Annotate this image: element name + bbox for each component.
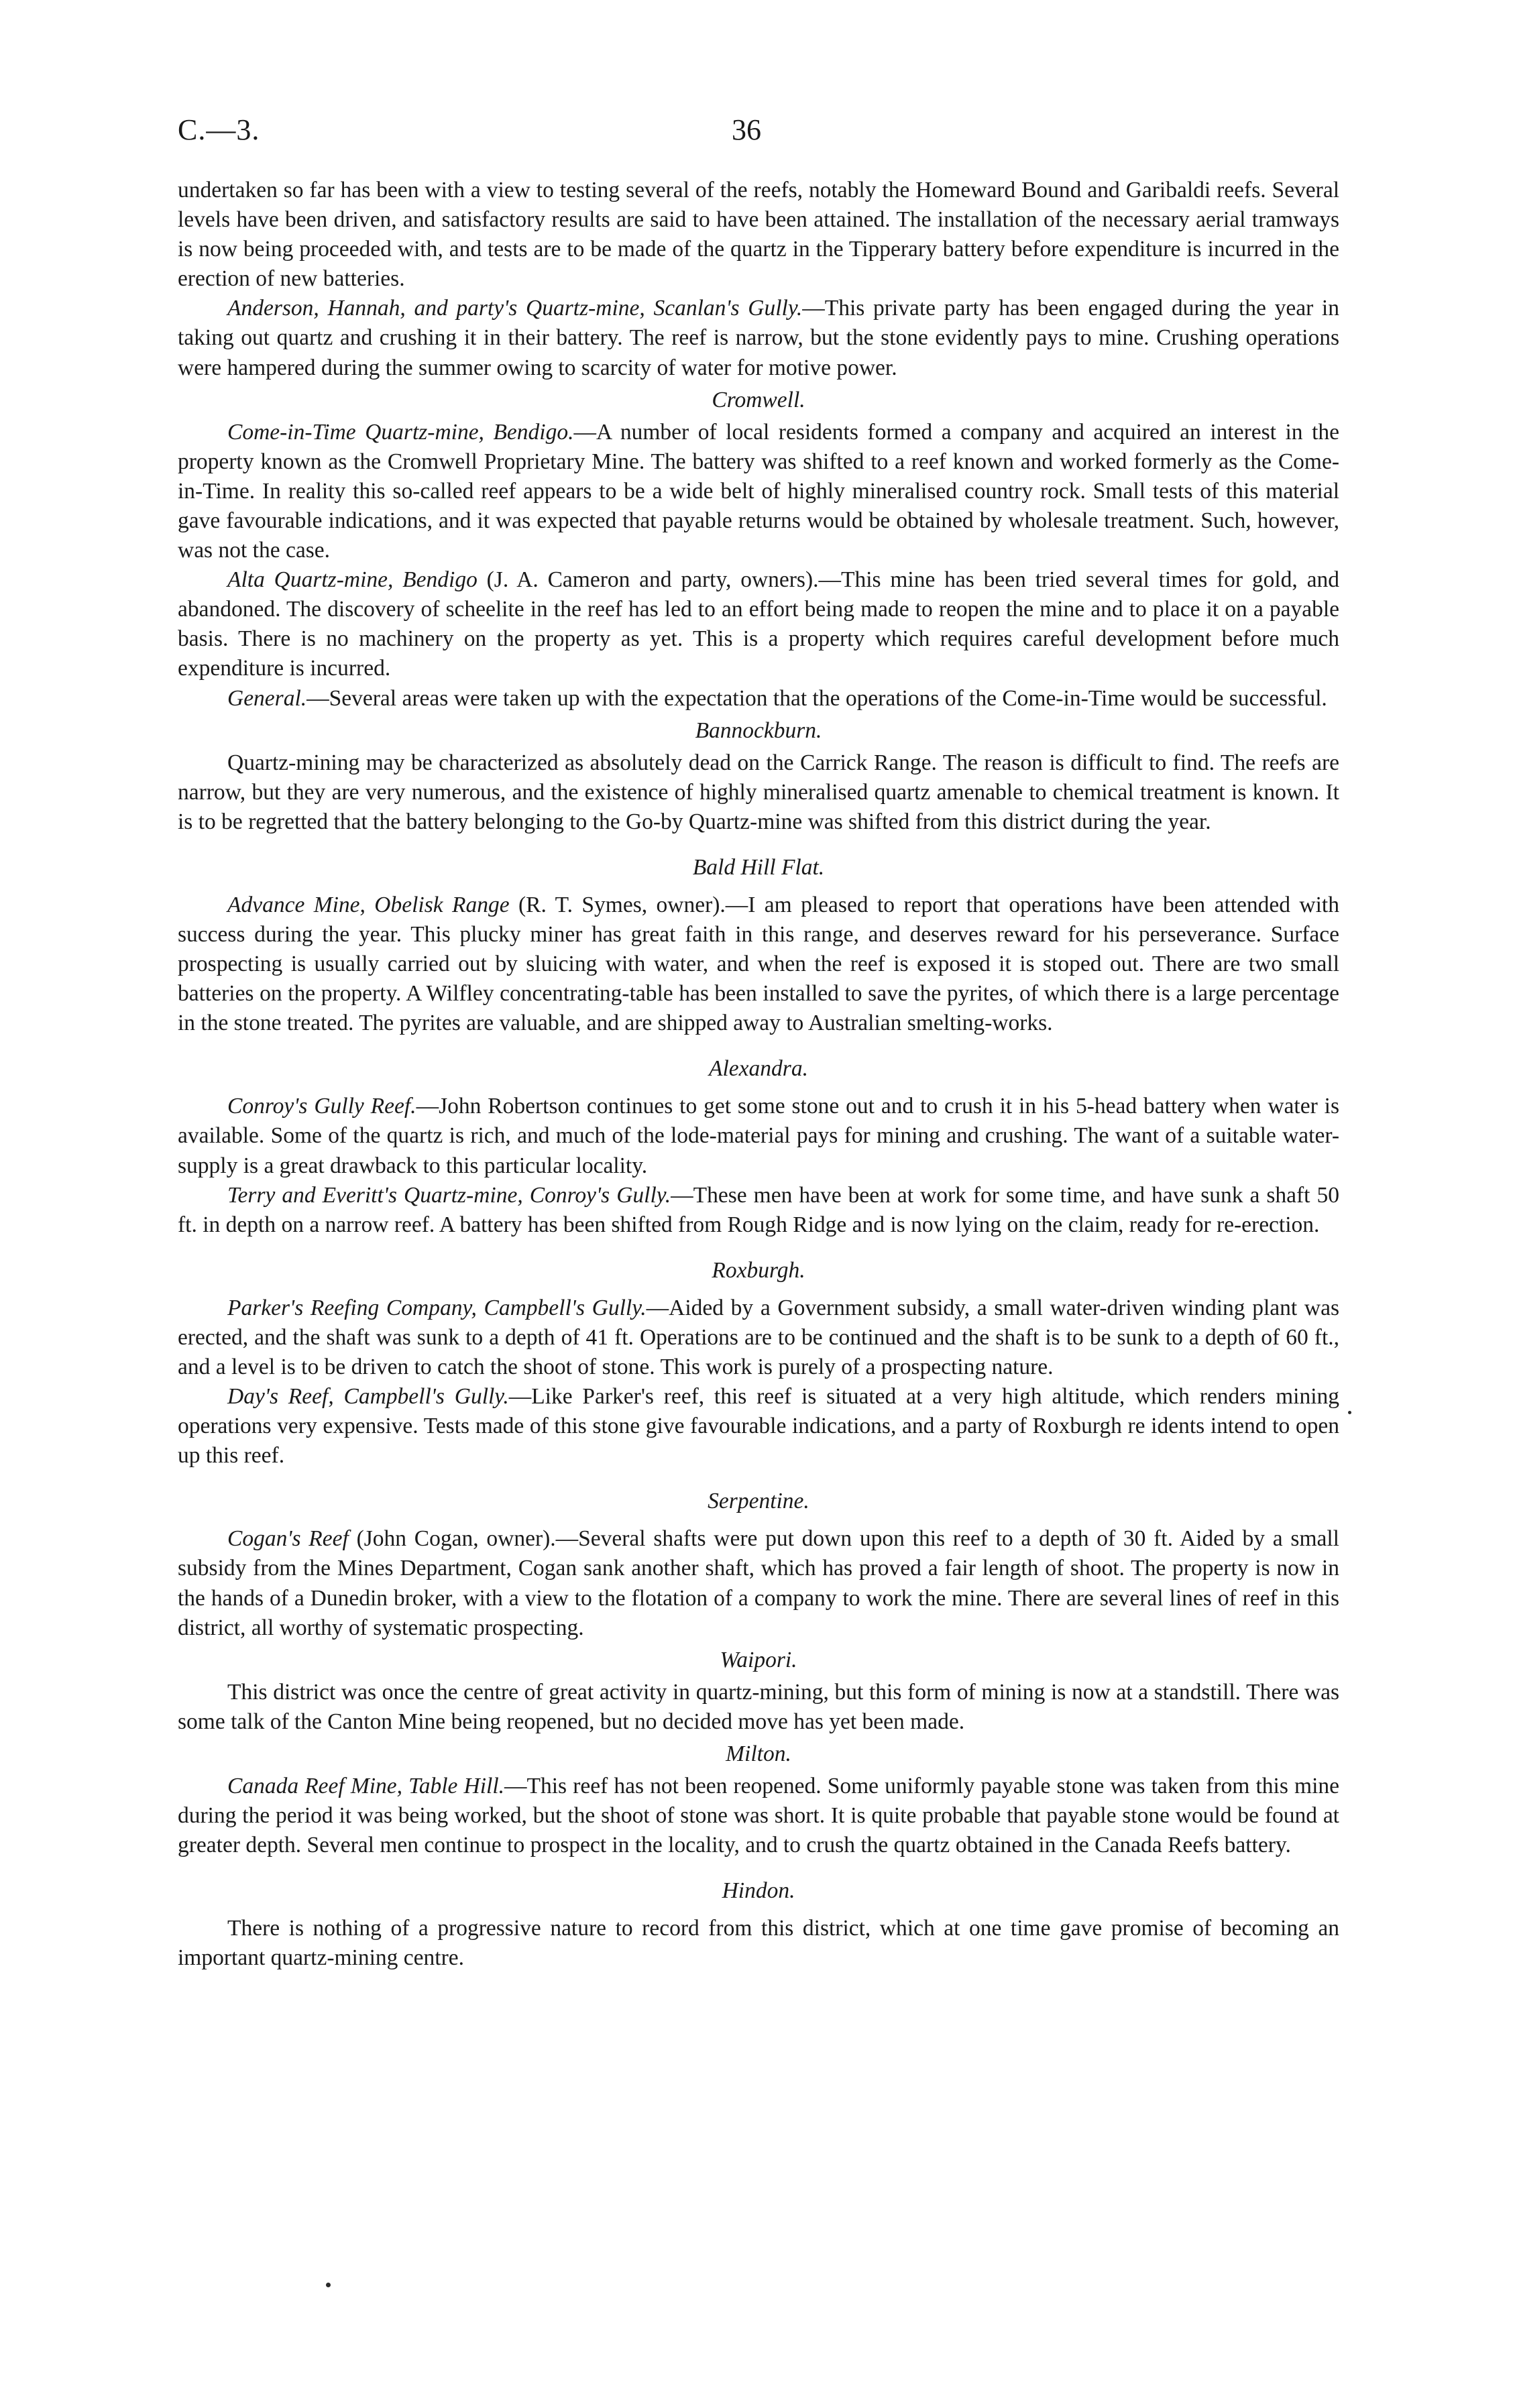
ink-speck [326,2283,331,2287]
document-code: C.—3. [178,113,260,146]
heading-milton: Milton. [726,1741,791,1766]
document-page [178,0,1339,1973]
heading-hindon: Hindon. [722,1878,795,1904]
entry-title: Come-in-Time Quartz-mine, Bendigo. [227,419,574,445]
heading-cromwell: Cromwell. [712,387,805,412]
entry-title: General. [227,685,307,711]
paragraph-advance [178,891,1339,1038]
entry-title: Canada Reef Mine, Table Hill. [227,1773,505,1798]
paragraph-hindon: There is nothing of a progressive nature to record from this district, which at one time gave promise of becoming an important quartz-mining centre. [178,1916,1339,1971]
ink-speck [1348,1411,1351,1414]
entry-title: Parker's Reefing Company, Campbell's Gully. [227,1295,647,1320]
heading-bannockburn: Bannockburn. [695,718,822,743]
paragraph-bannockburn: Quartz-mining may be characterized as absolutely dead on the Carrick Range. The reason is difficult to find. The reefs are narrow, but they are very numerous, and the existence of highly mineralised quartz amenable to chemical treatment is known. It is to be regretted that the battery belonging to the Go-by Quartz-mine was shifted from this district during the year. [178,750,1339,834]
entry-text: (John Cogan, owner).—Several shafts were put down upon this reef to a depth of 30 ft. Aided by a small subsidy from the Mines Department, Cogan sank another shaft, which has proved a fair length of shoot. The property is now in the hands of a Dunedin broker, with a view to the flotation of a company to work the mine. There are several lines of reef in this district, all worthy of systematic prospecting. [178,1526,1339,1640]
paragraph-general [178,684,1339,713]
paragraph-waipori: This district was once the centre of great activity in quartz-mining, but this form of mining is now at a standstill. There was some talk of the Canton Mine being reopened, but no decided move has yet been made. [178,1679,1339,1734]
entry-text: —These men have been at work for some time, and have sunk a shaft 50 ft. in depth on a narrow reef. A battery has been shifted from Rough Ridge and is now lying on the claim, ready for re-erection. [178,1182,1339,1237]
entry-text: —A number of local residents formed a company and acquired an interest in the property known as the Cromwell Proprietary Mine. The battery was shifted to a reef known and worked formerly as the Come-in-Time. In reality this so-called reef appears to be a wide belt of highly mineralised country rock. Small tests of this material gave favourable indications, and it was expected that payable returns would be obtained by wholesale treatment. Such, however, was not the case. [178,419,1339,563]
page-number: 36 [732,113,761,146]
paragraph-come-in-time [178,418,1339,565]
entry-title: Anderson, Hannah, and party's Quartz-mine, Scanlan's Gully. [227,296,803,321]
paragraph-parkers [178,1294,1339,1382]
entry-text: —Several areas were taken up with the expectation that the operations of the Come-in-Time would be successful. [306,685,1327,711]
heading-waipori: Waipori. [720,1647,797,1672]
entry-text: (J. A. Cameron and party, owners).—This mine has been tried several times for gold, and abandoned. The discovery of scheelite in the reef has led to an effort being made to reopen the mine and to place it on a payable basis. There is no machinery on the property as yet. This is a property which requires careful development before much expenditure is incurred. [178,567,1339,681]
entry-title: Alta Quartz-mine, Bendigo [227,567,478,593]
entry-text: —This reef has not been reopened. Some uniformly payable stone was taken from this mine during the period it was being worked, but the shoot of stone was short. It is quite probable that payable stone would be found at greater depth. Several men continue to prospect in the locality, and to crush the quartz obtained in the Canada Reefs battery. [178,1773,1339,1858]
heading-serpentine: Serpentine. [708,1489,809,1514]
paragraph-days [178,1382,1339,1471]
paragraph-conroys [178,1092,1339,1180]
entry-title: Cogan's Reef [227,1526,349,1552]
heading-alexandra: Alexandra. [709,1056,808,1082]
paragraph-canada [178,1772,1339,1860]
heading-bald-hill-flat: Bald Hill Flat. [692,854,825,880]
paragraph-anderson [178,294,1339,382]
paragraph-terry [178,1181,1339,1240]
entry-title: Terry and Everitt's Quartz-mine, Conroy's Gully. [227,1182,671,1208]
entry-text: —Like Parker's reef, this reef is situated at a very high altitude, which renders mining operations very expensive. Tests made of this stone give favourable indications, and a party of Roxburgh re idents intend to open up this reef. [178,1384,1340,1469]
heading-roxburgh: Roxburgh. [712,1257,805,1283]
paragraph-alta [178,565,1339,683]
entry-title: Conroy's Gully Reef. [227,1094,416,1119]
entry-title: Advance Mine, Obelisk Range [227,892,510,917]
entry-text: (R. T. Symes, owner).—I am pleased to report that operations have been attended with success during the year. This plucky miner has great faith in this range, and deserves reward for his perseverance. Surface prospecting is usually carried out by sluicing with water, and when the reef is exposed it is stoped out. There are two small batteries on the property. A Wilfley concentrating-table has been installed to save the pyrites, of which there is a large percentage in the stone treated. The pyrites are valuable, and are shipped away to Australian smelting-works. [178,892,1339,1036]
entry-text: —John Robertson continues to get some stone out and to crush it in his 5-head battery when water is available. Some of the quartz is rich, and much of the lode-material pays for mining and crushing. The want of a suitable water-supply is a great drawback to this particular locality. [178,1094,1339,1178]
intro-paragraph: undertaken so far has been with a view to testing several of the reefs, notably the Homeward Bound and Garibaldi reefs. Several levels have been driven, and satisfactory results are said to have been attained. The installation of the necessary aerial tramways is now being proceeded with, and tests are to be made of the quartz in the Tipperary battery before expenditure is incurred in the erection of new batteries. [178,178,1339,292]
entry-text: —This private party has been engaged during the year in taking out quartz and crushing it in their battery. The reef is narrow, but the stone evidently pays to mine. Crushing operations were hampered during the summer owing to scarcity of water for motive power. [178,296,1339,380]
report-body [178,176,1339,1973]
entry-title: Day's Reef, Campbell's Gully. [227,1384,509,1410]
paragraph-cogans [178,1524,1339,1642]
entry-text: —Aided by a Government subsidy, a small water-driven winding plant was erected, and the shaft was sunk to a depth of 41 ft. Operations are to be continued and the shaft is to be sunk to a depth of 60 ft., and a level is to be driven to catch the shoot of stone. This work is purely of a prospecting nature. [178,1295,1339,1379]
page-header [178,0,1339,148]
